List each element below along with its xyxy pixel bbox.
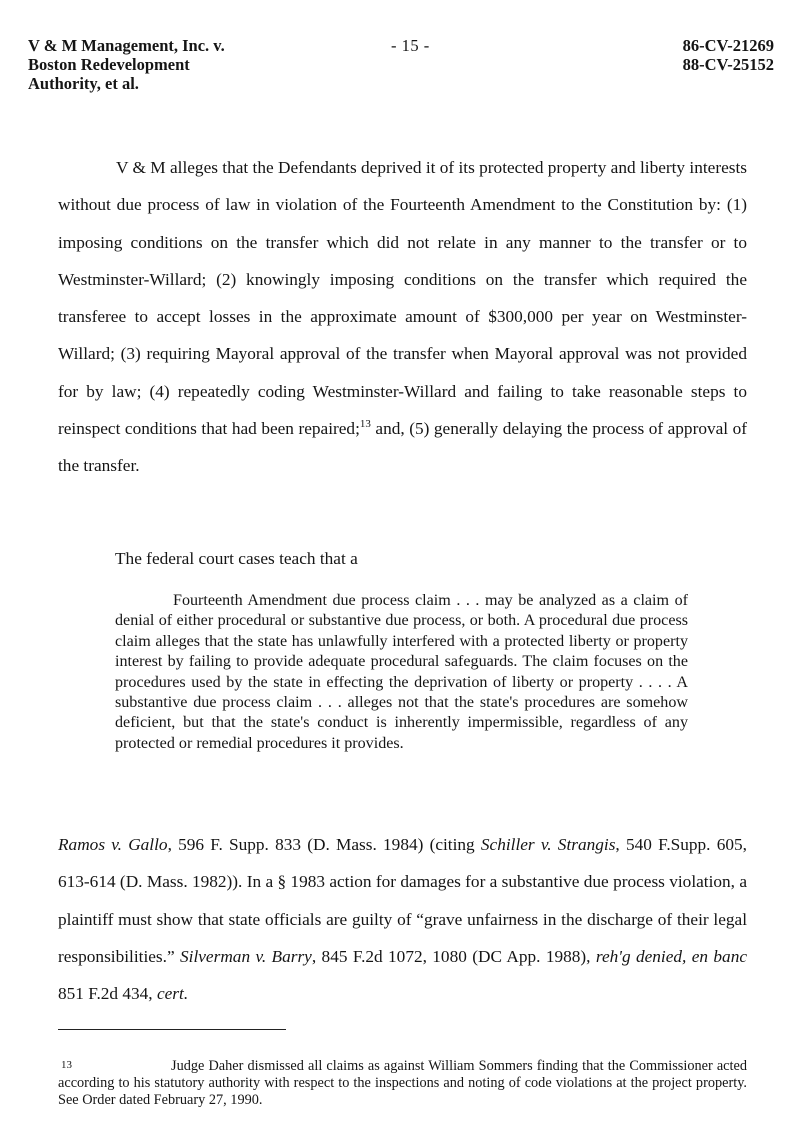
footnote-divider bbox=[58, 1029, 286, 1030]
citation-signal: reh'g denied, en banc bbox=[595, 946, 748, 966]
citation-text: , 596 F. Supp. 833 (D. Mass. 1984) (citing bbox=[167, 835, 481, 854]
citation-text: , 845 F.2d 1072, 1080 (DC App. 1988), bbox=[311, 946, 596, 966]
case-caption bbox=[28, 36, 225, 93]
case-citation: Schiller v. Strangis bbox=[480, 835, 616, 854]
paragraph-text-a: V & M alleges that the Defendants deprived it of its protected property and liberty interests without due process of law in violation of the Fourteenth Amendment to the Constitution by: (1) imposing conditions on the transfer which did not relate in any manner to the transfer or to Westminster-Willard; (2) knowingly imposing conditions on the transfer which required the transferee to accept losses in the approximate amount of $300,000 per year on Westminster-Willard; (3) requiring Mayoral approval of the transfer when Mayoral approval was not provided for by law; (4) repeatedly coding Westminster-Willard and failing to take reasonable steps to reinspect conditions that had been repaired; bbox=[58, 158, 747, 439]
footnote-reference[interactable]: 13 bbox=[359, 418, 371, 431]
page-number: - 15 - bbox=[391, 36, 430, 55]
paragraph-citations bbox=[58, 826, 747, 1012]
caption-line-2: Boston Redevelopment bbox=[28, 55, 190, 74]
paragraph-allegations bbox=[58, 149, 747, 485]
docket-number-2: 88-CV-25152 bbox=[682, 55, 774, 74]
citation-text: 851 F.2d 434, bbox=[58, 984, 157, 1004]
case-citation: Ramos v. Gallo bbox=[58, 835, 168, 854]
footnote bbox=[58, 1058, 747, 1110]
docket-number-1: 86-CV-21269 bbox=[682, 36, 774, 55]
case-citation: Silverman v. Barry bbox=[180, 946, 312, 966]
docket-numbers bbox=[683, 36, 774, 74]
block-quote bbox=[115, 591, 688, 754]
caption-line-3: Authority, et al. bbox=[28, 74, 139, 93]
caption-line-1: V & M Management, Inc. v. bbox=[28, 36, 225, 55]
footnote-number: 13 bbox=[61, 1059, 72, 1071]
block-quote-text: Fourteenth Amendment due process claim . . . may be analyzed as a claim of denial of either procedural or substantive due process, or both. A procedural due process claim alleges that the state has unlawfully interfered with a protected liberty or property interest by failing to provide adequate procedural safeguards. The claim focuses on the procedures used by the state in effecting the deprivation of liberty or property . . . . A substantive due process claim . . . alleges not that the state's procedures are somehow deficient, but that the state's conduct is inherently impermissible, regardless of any protected or remedial procedures it provides. bbox=[115, 592, 688, 752]
footnote-text: Judge Daher dismissed all claims as against William Sommers finding that the Commissioner acted according to his statutory authority with respect to the inspections and noting of code violations at the project property. See Order dated February 27, 1990. bbox=[58, 1058, 747, 1109]
citation-signal: cert. bbox=[156, 984, 189, 1004]
quote-lead-in: The federal court cases teach that a bbox=[115, 549, 358, 568]
citation-text: , 540 F.Supp. 605, 613-614 (D. Mass. 1982)). In a § 1983 action for damages for a substantive due process violation, a plaintiff must show that state officials are guilty of “grave unfairness in the discharge of their legal responsibilities.” bbox=[58, 835, 747, 966]
paragraph-text-b: and, (5) generally delaying the process of approval of the transfer. bbox=[58, 419, 747, 476]
